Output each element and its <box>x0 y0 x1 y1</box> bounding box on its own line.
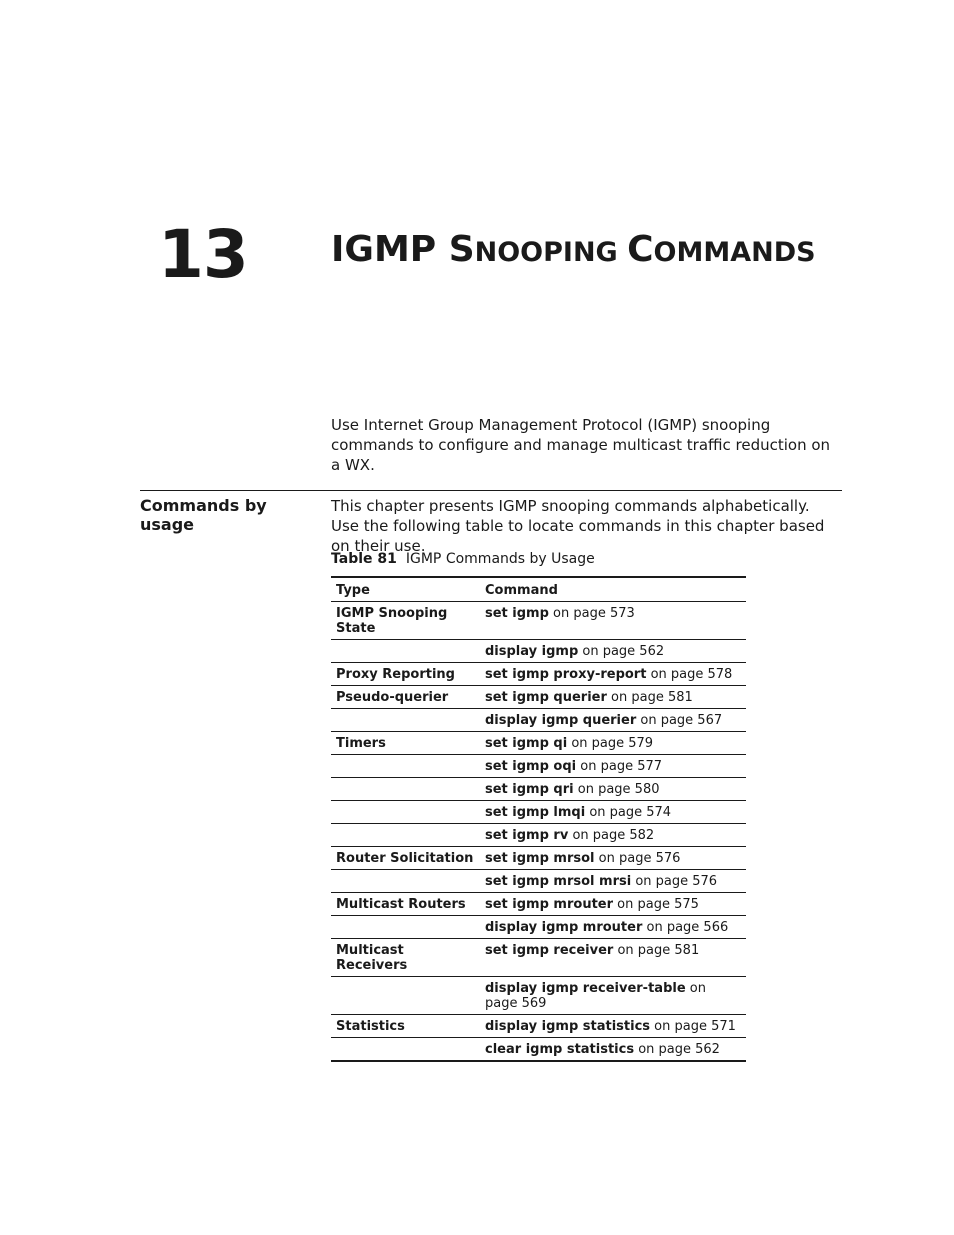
row-type: IGMP Snooping State <box>331 602 480 640</box>
command-name: display igmp querier <box>485 713 637 728</box>
chapter-title <box>331 229 816 270</box>
row-type: Multicast Routers <box>331 893 480 916</box>
header-command: Command <box>480 577 746 602</box>
row-type <box>331 778 480 801</box>
command-name: set igmp mrouter <box>485 897 614 912</box>
command-name: set igmp rv <box>485 828 569 843</box>
command-name: set igmp querier <box>485 690 607 705</box>
row-command-cell <box>480 893 746 916</box>
row-command-cell <box>480 939 746 977</box>
commands-table <box>331 576 746 1062</box>
row-type <box>331 870 480 893</box>
chapter-number: 13 <box>158 216 248 293</box>
row-command-cell <box>480 801 746 824</box>
command-name: set igmp receiver <box>485 943 614 958</box>
table-row <box>331 709 746 732</box>
page-reference: on page 569 <box>485 981 706 1011</box>
command-name: set igmp proxy-report <box>485 667 647 682</box>
page-reference: on page 578 <box>646 667 733 682</box>
row-type <box>331 709 480 732</box>
row-command-cell <box>480 824 746 847</box>
row-type <box>331 640 480 663</box>
row-command-cell <box>480 1015 746 1038</box>
row-command-cell <box>480 755 746 778</box>
page-reference: on page 579 <box>567 736 654 751</box>
table-row <box>331 778 746 801</box>
title-part: IGMP <box>331 229 449 270</box>
row-command-cell <box>480 709 746 732</box>
row-type: Pseudo-querier <box>331 686 480 709</box>
intro-paragraph: Use Internet Group Management Protocol (IGMP) snooping commands to configure and manage multicast traffic reduction on a WX. <box>331 416 831 474</box>
header-type: Type <box>331 577 480 602</box>
table-row <box>331 602 746 640</box>
row-type: Statistics <box>331 1015 480 1038</box>
row-command-cell <box>480 732 746 755</box>
table-row <box>331 824 746 847</box>
table-row <box>331 916 746 939</box>
row-type <box>331 916 480 939</box>
section-divider <box>140 490 842 491</box>
table-row <box>331 640 746 663</box>
command-name: display igmp receiver-table <box>485 981 686 996</box>
command-name: set igmp mrsol mrsi <box>485 874 632 889</box>
row-command-cell <box>480 602 746 640</box>
table-row <box>331 847 746 870</box>
table-row <box>331 801 746 824</box>
command-name: display igmp statistics <box>485 1019 651 1034</box>
command-name: set igmp <box>485 606 549 621</box>
row-type <box>331 824 480 847</box>
table-row <box>331 1038 746 1062</box>
table-row <box>331 939 746 977</box>
table-row <box>331 893 746 916</box>
table-row <box>331 870 746 893</box>
table-row <box>331 732 746 755</box>
row-command-cell <box>480 847 746 870</box>
command-name: set igmp mrsol <box>485 851 595 866</box>
row-command-cell <box>480 916 746 939</box>
page-reference: on page 580 <box>573 782 660 797</box>
page-reference: on page 581 <box>613 943 700 958</box>
title-part: SNOOPING <box>448 229 628 270</box>
section-heading: Commands by usage <box>140 496 267 534</box>
table-row <box>331 1015 746 1038</box>
row-command-cell <box>480 977 746 1015</box>
page-reference: on page 566 <box>642 920 729 935</box>
row-type <box>331 755 480 778</box>
page-reference: on page 574 <box>585 805 672 820</box>
page-reference: on page 576 <box>631 874 718 889</box>
page-reference: on page 577 <box>576 759 663 774</box>
table-caption-number: Table 81 <box>331 551 397 567</box>
row-type: Timers <box>331 732 480 755</box>
row-type <box>331 801 480 824</box>
page-reference: on page 562 <box>578 644 665 659</box>
row-command-cell <box>480 640 746 663</box>
table-caption <box>331 550 595 568</box>
row-type: Multicast Receivers <box>331 939 480 977</box>
page-reference: on page 581 <box>606 690 693 705</box>
table-row <box>331 755 746 778</box>
title-part: COMMANDS <box>627 229 816 270</box>
row-command-cell <box>480 1038 746 1062</box>
table-caption-text: IGMP Commands by Usage <box>405 551 595 567</box>
page-reference: on page 582 <box>568 828 655 843</box>
command-name: set igmp qi <box>485 736 568 751</box>
row-command-cell <box>480 663 746 686</box>
row-command-cell <box>480 686 746 709</box>
page-reference: on page 575 <box>613 897 699 912</box>
command-name: display igmp <box>485 644 579 659</box>
command-name: display igmp mrouter <box>485 920 643 935</box>
command-name: clear igmp statistics <box>485 1042 635 1057</box>
row-command-cell <box>480 778 746 801</box>
row-type <box>331 1038 480 1062</box>
table-row <box>331 663 746 686</box>
page-reference: on page 576 <box>594 851 681 866</box>
table-row <box>331 977 746 1015</box>
page-reference: on page 562 <box>634 1042 720 1057</box>
page-reference: on page 573 <box>548 606 635 621</box>
command-name: set igmp qri <box>485 782 574 797</box>
row-type: Proxy Reporting <box>331 663 480 686</box>
page-reference: on page 571 <box>650 1019 736 1034</box>
page-reference: on page 567 <box>636 713 723 728</box>
row-type: Router Solicitation <box>331 847 480 870</box>
row-type <box>331 977 480 1015</box>
command-name: set igmp oqi <box>485 759 577 774</box>
row-command-cell <box>480 870 746 893</box>
section-body: This chapter presents IGMP snooping commands alphabetically. Use the following table to locate commands in this chapter based on their use. <box>331 497 825 555</box>
table-row <box>331 686 746 709</box>
table-header-row <box>331 577 746 602</box>
command-name: set igmp lmqi <box>485 805 586 820</box>
